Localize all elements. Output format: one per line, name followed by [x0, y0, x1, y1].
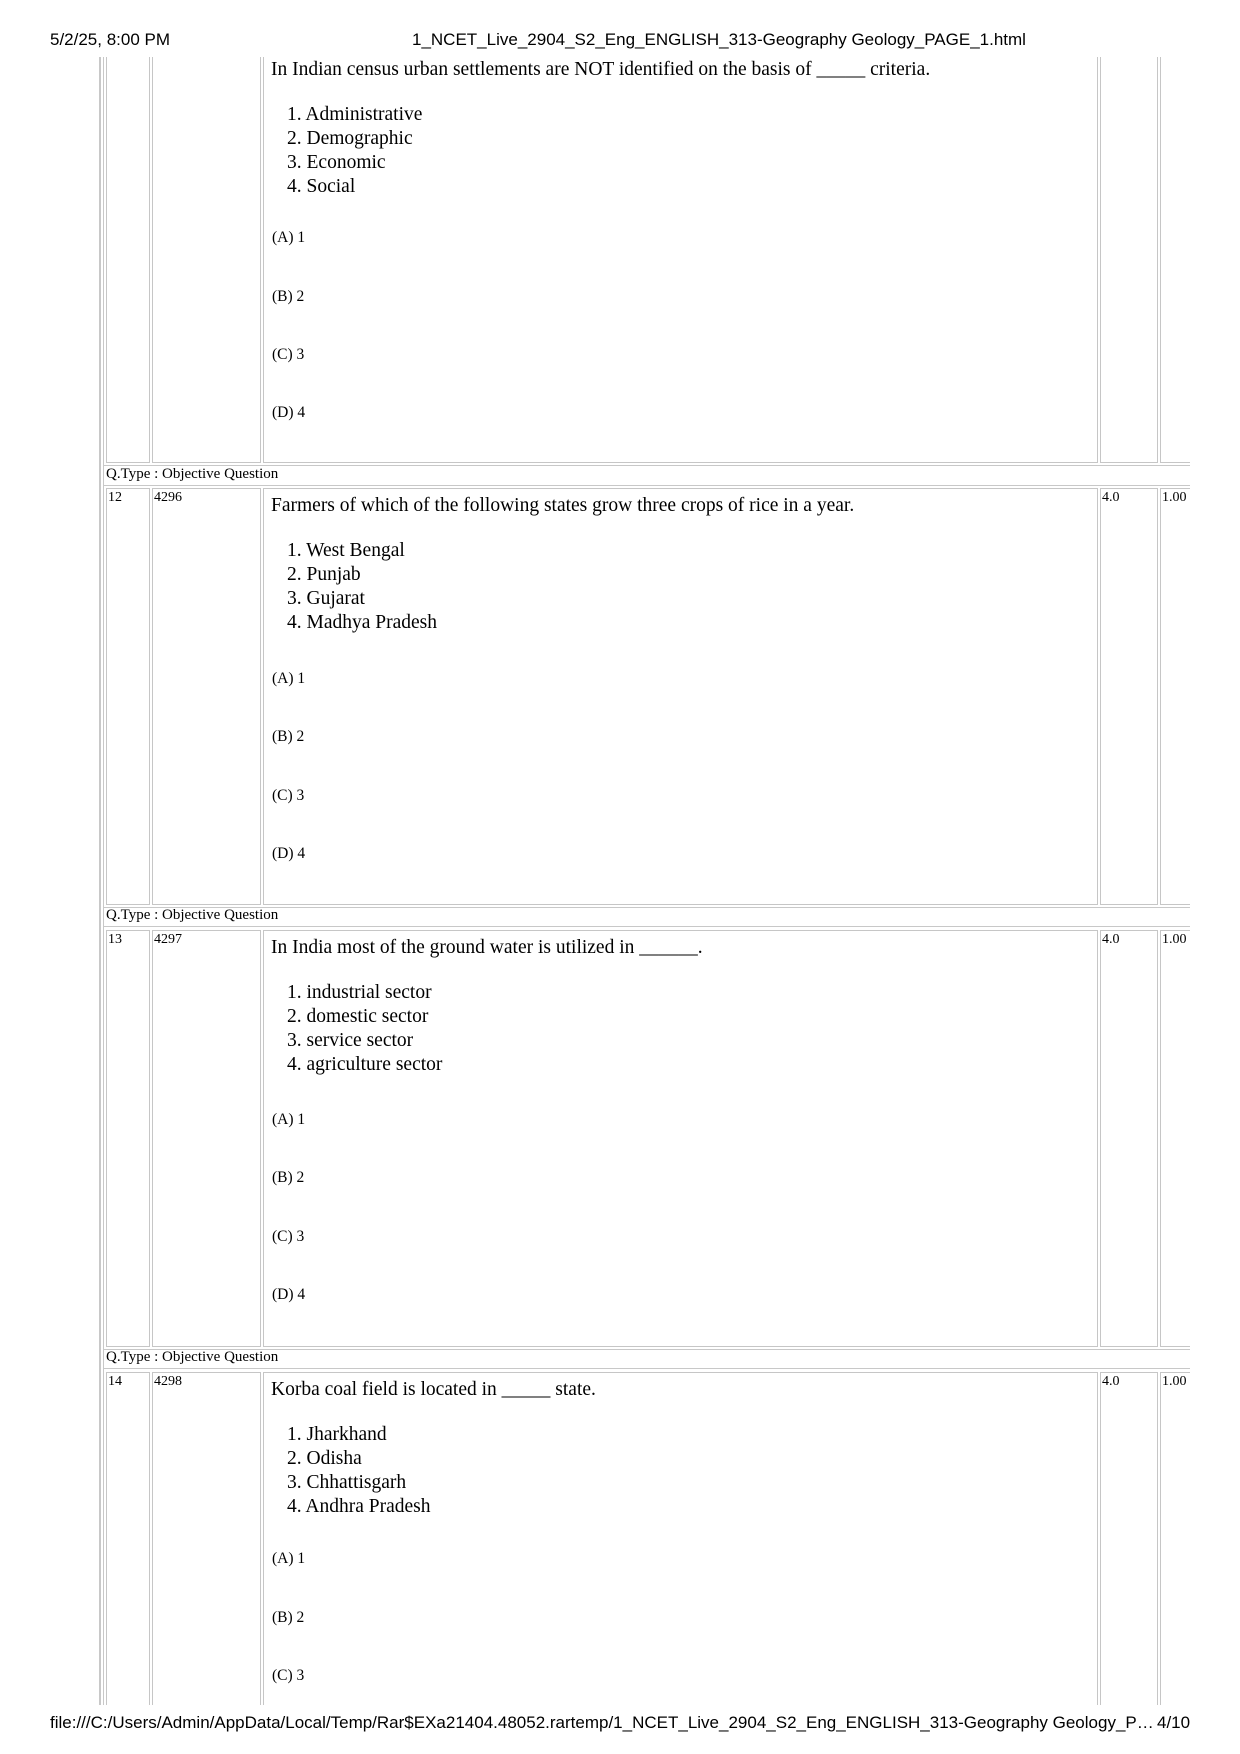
option-list — [287, 1423, 431, 1519]
question-text: In India most of the ground water is utilized in ______. — [271, 937, 703, 958]
answer-choice-a: (A) 1 — [272, 670, 306, 687]
answer-choice-b: (B) 2 — [272, 1609, 305, 1626]
qid-cell — [152, 1372, 261, 1705]
option-item: 2. Demographic — [287, 128, 413, 149]
qid-cell — [152, 57, 261, 463]
negative-marks-value: 1.00 — [1162, 1374, 1187, 1389]
question-text: Farmers of which of the following states grow three crops of rice in a year. — [271, 495, 855, 516]
option-list — [287, 539, 437, 635]
negative-marks-cell — [1160, 1372, 1190, 1705]
qtype-label: Q.Type : Objective Question — [106, 907, 279, 923]
question-id: 4296 — [154, 490, 182, 505]
question-text: In Indian census urban settlements are NOT identified on the basis of _____ criteria. — [271, 59, 931, 80]
row-divider — [104, 1368, 1190, 1369]
option-item: 4. Andhra Pradesh — [287, 1496, 431, 1517]
sno-cell — [106, 488, 150, 905]
sno-cell — [106, 57, 150, 463]
sno-cell — [106, 930, 150, 1347]
option-item: 4. Madhya Pradesh — [287, 612, 438, 633]
table-left-border — [99, 57, 101, 1705]
option-item: 2. domestic sector — [287, 1006, 429, 1027]
marks-cell — [1100, 930, 1158, 1347]
answer-choice-d: (D) 4 — [272, 845, 306, 862]
serial-number: 14 — [108, 1374, 122, 1389]
question-cell — [263, 1372, 1098, 1705]
serial-number: 12 — [108, 490, 122, 505]
question-text: Korba coal field is located in _____ state. — [271, 1379, 596, 1400]
option-item: 1. Jharkhand — [287, 1424, 387, 1445]
answer-choice-d: (D) 4 — [272, 404, 306, 421]
option-item: 2. Punjab — [287, 564, 361, 585]
print-file-path: file:///C:/Users/Admin/AppData/Local/Temp/Rar$EXa21404.48052.rartemp/1_NCET_Live_2904_S2_Eng_ENGLISH_313-Geography Geology_P… — [50, 1713, 1154, 1732]
print-page-number: 4/10 — [1157, 1713, 1191, 1732]
option-item: 1. industrial sector — [287, 982, 432, 1003]
answer-choice-a: (A) 1 — [272, 229, 306, 246]
question-id: 4298 — [154, 1374, 182, 1389]
question-cell — [263, 488, 1098, 905]
option-item: 1. West Bengal — [287, 540, 405, 561]
serial-number: 13 — [108, 932, 122, 947]
option-item: 4. agriculture sector — [287, 1054, 443, 1075]
option-item: 3. Chhattisgarh — [287, 1472, 407, 1493]
option-item: 3. Gujarat — [287, 588, 365, 609]
negative-marks-cell — [1160, 488, 1190, 905]
answer-choice-b: (B) 2 — [272, 288, 305, 305]
marks-value: 4.0 — [1102, 1374, 1120, 1389]
answer-choice-c: (C) 3 — [272, 787, 305, 804]
row-divider — [104, 926, 1190, 927]
row-divider — [104, 485, 1190, 486]
option-item: 2. Odisha — [287, 1448, 362, 1469]
option-list — [287, 981, 442, 1077]
option-item: 4. Social — [287, 176, 356, 197]
answer-choice-b: (B) 2 — [272, 1169, 305, 1186]
table-left-border-inner — [103, 57, 104, 1705]
marks-value: 4.0 — [1102, 490, 1120, 505]
negative-marks-value: 1.00 — [1162, 490, 1187, 505]
question-cell — [263, 930, 1098, 1347]
answer-choice-c: (C) 3 — [272, 346, 305, 363]
print-title: 1_NCET_Live_2904_S2_Eng_ENGLISH_313-Geography Geology_PAGE_1.html — [412, 30, 1026, 49]
negative-marks-cell — [1160, 930, 1190, 1347]
option-item: 3. service sector — [287, 1030, 414, 1051]
answer-choice-c: (C) 3 — [272, 1228, 305, 1245]
question-id: 4297 — [154, 932, 182, 947]
sno-cell — [106, 1372, 150, 1705]
option-item: 1. Administrative — [287, 104, 423, 125]
option-list — [287, 103, 422, 199]
marks-cell — [1100, 1372, 1158, 1705]
negative-marks-cell — [1160, 57, 1190, 463]
answer-choice-b: (B) 2 — [272, 728, 305, 745]
marks-cell — [1100, 488, 1158, 905]
option-item: 3. Economic — [287, 152, 386, 173]
print-datetime: 5/2/25, 8:00 PM — [50, 30, 171, 49]
answer-choice-a: (A) 1 — [272, 1111, 306, 1128]
answer-choice-a: (A) 1 — [272, 1550, 306, 1567]
answer-choice-d: (D) 4 — [272, 1286, 306, 1303]
qtype-label: Q.Type : Objective Question — [106, 466, 279, 482]
marks-value: 4.0 — [1102, 932, 1120, 947]
qtype-label: Q.Type : Objective Question — [106, 1349, 279, 1365]
qid-cell — [152, 930, 261, 1347]
marks-cell — [1100, 57, 1158, 463]
question-cell — [263, 57, 1098, 463]
answer-choice-c: (C) 3 — [272, 1667, 305, 1684]
qid-cell — [152, 488, 261, 905]
negative-marks-value: 1.00 — [1162, 932, 1187, 947]
